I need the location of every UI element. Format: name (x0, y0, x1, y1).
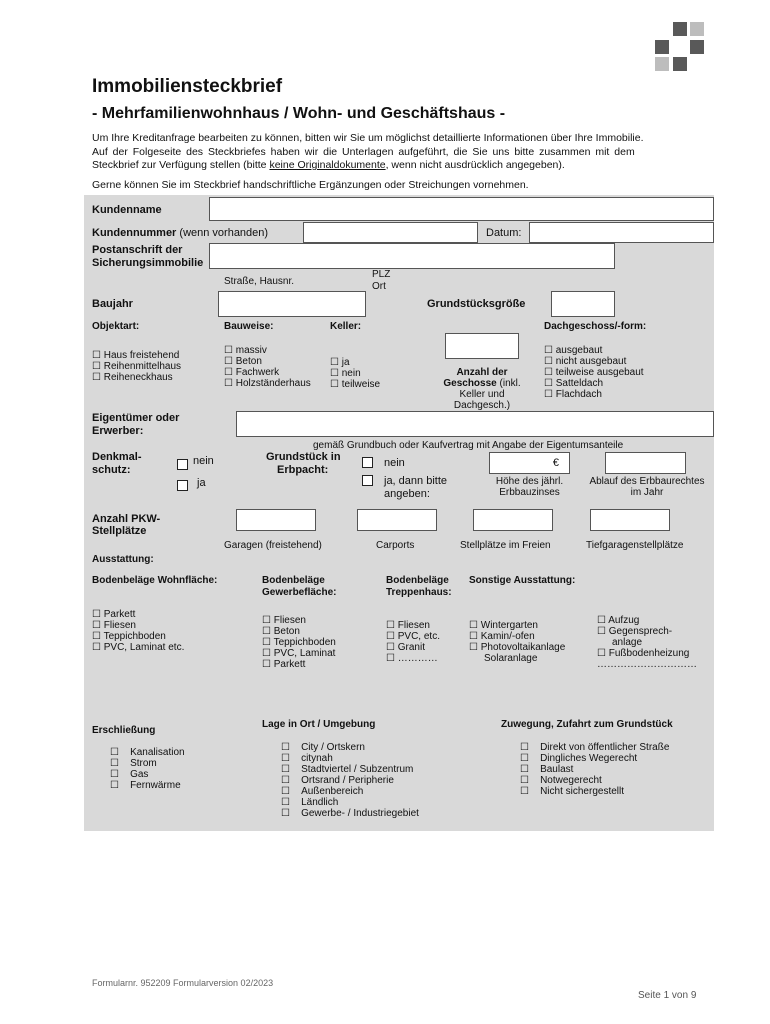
lage-item[interactable]: ☐ Ländlich (281, 797, 339, 808)
geschosse-caption-1: Anzahl der (456, 367, 508, 378)
erbbauzins-input[interactable] (489, 452, 570, 474)
gegensprech-label: Gegensprech- (608, 626, 673, 637)
objektart-item-label: Reihenmittelhaus (103, 361, 182, 372)
objektart-item-label: Haus freistehend (103, 350, 180, 361)
erbpacht-nein-label: nein (384, 457, 405, 469)
erbpacht-ja-label-1: ja, dann bitte (384, 475, 447, 487)
lage-item-label: citynah (301, 753, 333, 764)
erschl-item-label: Strom (130, 758, 157, 769)
wohn-list (92, 609, 184, 653)
baujahr-label: Baujahr (92, 298, 133, 310)
fussbodenheizung-label: Fußbodenheizung (608, 648, 690, 659)
sonst1-item[interactable]: ☐ Wintergarten (469, 620, 538, 631)
boden-wohn-label: Bodenbeläge Wohnfläche: (92, 575, 218, 586)
erbbauzins-caption-1: Höhe des jährl. (495, 476, 564, 487)
page-subtitle: - Mehrfamilienwohnhaus / Wohn- und Geschäftshaus - (92, 105, 506, 122)
lage-item-label: Ortsrand / Peripherie (301, 775, 394, 786)
dach-list (544, 345, 644, 400)
geschosse-caption-4: Dachgesch.) (453, 400, 511, 411)
geschosse-caption-inkl: (inkl. (496, 378, 521, 389)
lage-label: Lage in Ort / Umgebung (262, 719, 376, 730)
grundstuecksgroesse-input[interactable] (551, 291, 615, 317)
bauweise-item-label: massiv (235, 345, 267, 356)
trep-item[interactable]: ☐ Granit (386, 642, 425, 653)
eigentuemer-label-2: Erwerber: (92, 425, 144, 437)
zuweg-item-label: Baulast (540, 764, 574, 775)
gegensprech-label-2: anlage (612, 637, 643, 648)
gew-item-label: Parkett (273, 659, 306, 670)
objektart-item[interactable]: ☐ Haus freistehend (92, 350, 180, 361)
lage-item[interactable]: ☐ Stadtviertel / Subzentrum (281, 764, 414, 775)
zuweg-item-label: Dingliches Wegerecht (540, 753, 638, 764)
wohn-item-label: Fliesen (103, 620, 136, 631)
sonst1-item-label: Photovoltaikanlage (480, 642, 566, 653)
dach-item[interactable]: ☐ teilweise ausgebaut (544, 367, 644, 378)
objektart-item[interactable]: ☐ Reihenmittelhaus (92, 361, 182, 372)
gew-item[interactable]: ☐ Teppichboden (262, 637, 336, 648)
gew-item-label: Fliesen (273, 615, 306, 626)
sonstige-label: Sonstige Ausstattung: (469, 575, 576, 586)
kundennummer-text: Kundennummer (92, 227, 177, 239)
keller-item[interactable]: ☐ ja (330, 357, 350, 368)
zuweg-item-label: Nicht sichergestellt (540, 786, 624, 797)
sonst2-list (597, 615, 697, 670)
garagen-caption: Garagen (freistehend) (224, 540, 322, 551)
erschliessung-label: Erschließung (92, 725, 156, 736)
zuweg-item-label: Direkt von öffentlicher Straße (540, 742, 670, 753)
wohn-item-label: Teppichboden (103, 631, 166, 642)
kundennummer-input[interactable] (303, 222, 478, 243)
lage-item[interactable]: ☐ Ortsrand / Peripherie (281, 775, 394, 786)
euro-sign: € (552, 457, 559, 469)
zuweg-item[interactable]: ☐ Notwegerecht (520, 775, 602, 786)
ausstattung-label: Ausstattung: (92, 554, 154, 565)
gew-item[interactable]: ☐ Parkett (262, 659, 306, 670)
lage-item[interactable]: ☐ Gewerbe- / Industriegebiet (281, 808, 419, 819)
trep-item[interactable]: ☐ ………… (386, 653, 438, 664)
gew-item-label: Teppichboden (273, 637, 336, 648)
sonstige-freetext[interactable]: ………………………… (597, 659, 697, 670)
intro-text-underlined: keine Originaldokumente (269, 159, 386, 171)
ablauf-input[interactable] (605, 452, 686, 474)
bauweise-item[interactable]: ☐ Holzständerhaus (224, 378, 311, 389)
trep-item-label: PVC, etc. (397, 631, 440, 642)
denkmal-ja-label: ja (197, 477, 206, 489)
sonst1-item[interactable]: ☐ Photovoltaikanlage (469, 642, 566, 653)
company-logo (655, 22, 705, 72)
boden-trep-label-1: Bodenbeläge (386, 575, 449, 586)
denkmal-nein-checkbox[interactable] (177, 459, 188, 470)
zuweg-list (520, 742, 669, 797)
pkw-label-2: Stellplätze (92, 525, 147, 537)
lage-item-label: Außenbereich (301, 786, 364, 797)
erbbauzins-caption-2: Erbbauzinses (499, 487, 560, 498)
kundenname-input[interactable] (209, 197, 714, 221)
carports-input[interactable] (357, 509, 437, 531)
lage-item-label: Ländlich (301, 797, 339, 808)
geschosse-caption-2 (430, 378, 534, 389)
bauweise-item-label: Holzständerhaus (235, 378, 311, 389)
intro-line-3 (92, 160, 565, 171)
objektart-label: Objektart: (92, 321, 140, 332)
intro-line-4: Gerne können Sie im Steckbrief handschriftliche Ergänzungen oder Streichungen vornehmen. (92, 179, 529, 191)
erschl-item[interactable]: ☐ Kanalisation (110, 747, 185, 758)
grundstuecksgroesse-label: Grundstücksgröße (427, 298, 526, 310)
boden-trep-label-2: Treppenhaus: (386, 587, 452, 598)
aufzug-label: Aufzug (608, 615, 640, 626)
lage-item[interactable]: ☐ citynah (281, 753, 333, 764)
gew-item[interactable]: ☐ Fliesen (262, 615, 306, 626)
zuweg-item[interactable]: ☐ Direkt von öffentlicher Straße (520, 742, 670, 753)
dach-item[interactable]: ☐ Flachdach (544, 389, 602, 400)
denkmal-ja-checkbox[interactable] (177, 480, 188, 491)
erschl-item-label: Gas (130, 769, 149, 780)
gew-list (262, 615, 336, 670)
wohn-item[interactable]: ☐ Parkett (92, 609, 136, 620)
sonst1-extra: Solaranlage (484, 653, 538, 664)
geschosse-caption (430, 367, 534, 411)
trep-item-label: ………… (397, 653, 438, 664)
erbpacht-label-1: Grundstück in (266, 451, 341, 463)
objektart-item-label: Reiheneckhaus (103, 372, 173, 383)
stellplaetze-input[interactable] (473, 509, 553, 531)
geschosse-caption-3: Keller und (459, 389, 505, 400)
keller-item[interactable]: ☐ nein (330, 368, 361, 379)
dach-item-label: teilweise ausgebaut (555, 367, 644, 378)
objektart-list (92, 350, 181, 383)
tiefgarage-caption: Tiefgaragenstellplätze (586, 540, 684, 551)
erbpacht-nein-checkbox[interactable] (362, 457, 373, 468)
tiefgarage-input[interactable] (590, 509, 670, 531)
zuweg-item[interactable]: ☐ Nicht sichergestellt (520, 786, 624, 797)
ablauf-caption (580, 476, 714, 498)
baujahr-input[interactable] (218, 291, 366, 317)
form-number: Formularnr. 952209 Formularversion 02/2023 (92, 978, 274, 988)
sonst1-list (469, 620, 565, 664)
dach-item-label: ausgebaut (555, 345, 603, 356)
dach-item-label: Satteldach (555, 378, 604, 389)
wohn-item[interactable]: ☐ Teppichboden (92, 631, 166, 642)
strasse-caption: Straße, Hausnr. (224, 276, 295, 287)
intro-line-2: Auf der Folgeseite des Steckbriefes haben wir die Unterlagen aufgeführt, die Sie uns bitte zusammen mit dem (92, 146, 635, 158)
erbpacht-ja-checkbox[interactable] (362, 475, 373, 486)
keller-item-label: teilweise (341, 379, 381, 390)
trep-list (386, 620, 440, 664)
lage-item[interactable]: ☐ Außenbereich (281, 786, 364, 797)
dach-item[interactable]: ☐ Satteldach (544, 378, 604, 389)
erschl-item-label: Fernwärme (130, 780, 181, 791)
bauweise-label: Bauweise: (224, 321, 274, 332)
boden-gew-label-2: Gewerbefläche: (262, 587, 337, 598)
bauweise-item-label: Beton (235, 356, 262, 367)
bauweise-item[interactable]: ☐ Beton (224, 356, 262, 367)
ablauf-caption-2: im Jahr (630, 487, 664, 498)
postanschrift-label-2: Sicherungsimmobilie (92, 257, 204, 269)
wohn-item[interactable]: ☐ Fliesen (92, 620, 136, 631)
boden-gew-label-1: Bodenbeläge (262, 575, 325, 586)
bauweise-list (224, 345, 311, 389)
denkmal-label-1: Denkmal- (92, 451, 142, 463)
fussbodenheizung-item[interactable]: ☐ Fußbodenheizung (597, 648, 690, 659)
ablauf-caption-1: Ablauf des Erbbaurechtes (589, 476, 705, 487)
datum-input[interactable] (529, 222, 714, 243)
bauweise-item-label: Fachwerk (235, 367, 280, 378)
erbpacht-label-2: Erbpacht: (277, 464, 329, 476)
lage-item-label: Gewerbe- / Industriegebiet (301, 808, 419, 819)
keller-list (330, 357, 380, 390)
denkmal-nein-label: nein (193, 455, 214, 467)
erschl-item-label: Kanalisation (130, 747, 185, 758)
intro-text-c: , wenn nicht ausdrücklich angegeben). (385, 159, 565, 171)
wohn-item-label: PVC, Laminat etc. (103, 642, 185, 653)
sonst1-item-label: Wintergarten (480, 620, 538, 631)
aufzug-item[interactable]: ☐ Aufzug (597, 615, 640, 626)
dach-item-label: Flachdach (555, 389, 602, 400)
grundbuch-caption: gemäß Grundbuch oder Kaufvertrag mit Angabe der Eigentumsanteile (313, 440, 624, 451)
keller-item[interactable]: ☐ teilweise (330, 379, 381, 390)
lage-item-label: City / Ortskern (301, 742, 365, 753)
zuwegung-label: Zuwegung, Zufahrt zum Grundstück (501, 719, 673, 730)
dach-item[interactable]: ☐ ausgebaut (544, 345, 603, 356)
dach-item-label: nicht ausgebaut (555, 356, 627, 367)
datum-label: Datum: (486, 227, 522, 239)
gew-item-label: PVC, Laminat (273, 648, 336, 659)
sonst1-item-label: Kamin/-ofen (480, 631, 535, 642)
erbpacht-ja-label-2: angeben: (384, 488, 430, 500)
page-number: Seite 1 von 9 (638, 990, 697, 1001)
gew-item[interactable]: ☐ Beton (262, 626, 300, 637)
trep-item-label: Fliesen (397, 620, 430, 631)
objektart-item[interactable]: ☐ Reiheneckhaus (92, 372, 173, 383)
page-title: Immobiliensteckbrief (92, 76, 283, 97)
kundenname-label: Kundenname (92, 204, 162, 216)
gegensprech-item[interactable]: ☐ Gegensprech- (597, 626, 673, 637)
plz-caption: PLZ (372, 269, 391, 280)
sonst1-item[interactable]: ☐ Kamin/-ofen (469, 631, 535, 642)
bauweise-item[interactable]: ☐ Fachwerk (224, 367, 280, 378)
trep-item[interactable]: ☐ PVC, etc. (386, 631, 440, 642)
denkmal-label-2: schutz: (92, 464, 131, 476)
trep-item[interactable]: ☐ Fliesen (386, 620, 430, 631)
kundennummer-hint: (wenn vorhanden) (176, 227, 269, 239)
gew-item-label: Beton (273, 626, 300, 637)
intro-line-1: Um Ihre Kreditanfrage bearbeiten zu können, bitten wir Sie um möglichst detaillierte Informationen über Ihre Immobilie. (92, 132, 644, 144)
wohn-item[interactable]: ☐ PVC, Laminat etc. (92, 642, 185, 653)
stellplaetze-caption: Stellplätze im Freien (460, 540, 551, 551)
bauweise-item[interactable]: ☐ massiv (224, 345, 267, 356)
zuweg-item[interactable]: ☐ Baulast (520, 764, 574, 775)
pkw-label-1: Anzahl PKW- (92, 513, 161, 525)
lage-item-label: Stadtviertel / Subzentrum (301, 764, 414, 775)
intro-text-a: Steckbrief zur Verfügung stellen (bitte (92, 159, 270, 171)
postanschrift-input[interactable] (209, 243, 615, 269)
geschosse-caption-bold: Geschosse (443, 378, 497, 389)
geschosse-input[interactable] (445, 333, 519, 359)
lage-item[interactable]: ☐ City / Ortskern (281, 742, 365, 753)
erschl-item[interactable]: ☐ Gas (110, 769, 149, 780)
erschl-item[interactable]: ☐ Fernwärme (110, 780, 181, 791)
eigentuemer-input[interactable] (236, 411, 714, 437)
trep-item-label: Granit (397, 642, 425, 653)
keller-label: Keller: (330, 321, 362, 332)
garagen-input[interactable] (236, 509, 316, 531)
dach-item[interactable]: ☐ nicht ausgebaut (544, 356, 627, 367)
keller-item-label: ja (341, 357, 350, 368)
erbbauzins-caption (479, 476, 580, 498)
gew-item[interactable]: ☐ PVC, Laminat (262, 648, 336, 659)
erschl-item[interactable]: ☐ Strom (110, 758, 157, 769)
eigentuemer-label-1: Eigentümer oder (92, 412, 180, 424)
erschl-list (110, 747, 185, 791)
postanschrift-label-1: Postanschrift der (92, 244, 183, 256)
lage-list (281, 742, 419, 819)
zuweg-item-label: Notwegerecht (540, 775, 602, 786)
dachgeschoss-label: Dachgeschoss/-form: (544, 321, 647, 332)
carports-caption: Carports (376, 540, 415, 551)
wohn-item-label: Parkett (103, 609, 136, 620)
kundennummer-label (92, 228, 268, 239)
zuweg-item[interactable]: ☐ Dingliches Wegerecht (520, 753, 638, 764)
keller-item-label: nein (341, 368, 361, 379)
ort-caption: Ort (372, 281, 386, 292)
